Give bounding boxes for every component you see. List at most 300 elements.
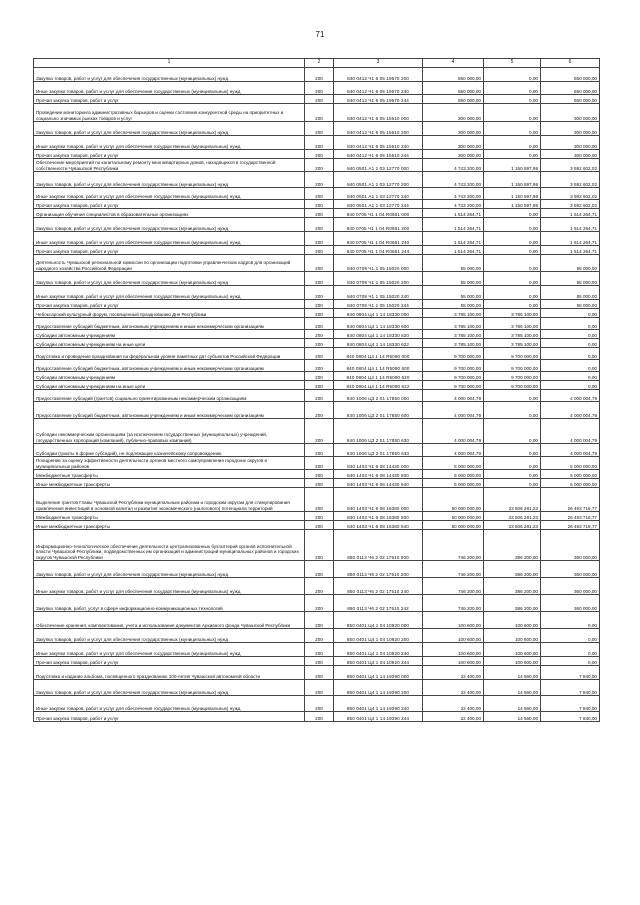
row-value-col4: 9 700 000,00 <box>423 348 484 360</box>
row-value-col5: 1 150 597,98 <box>484 200 541 209</box>
row-name: Субсидии автономным учреждениям на иные цели <box>34 381 305 390</box>
row-value-col4: 1 514 264,71 <box>423 232 484 246</box>
row-classification-code: 840 0501 А1 1 03 12770 000 <box>334 159 423 172</box>
row-name: Субсидии автономным учреждениям <box>34 372 305 381</box>
row-code: 200 <box>305 68 334 82</box>
row-name: Иные закупки товаров, работ и услуг для обеспечения государственных (муниципальных) нужд <box>34 136 305 150</box>
table-row <box>34 188 600 200</box>
row-value-col6: 3 592 602,02 <box>541 172 600 188</box>
table-row <box>34 470 600 479</box>
row-value-col6: 55 000,00 <box>541 255 600 272</box>
row-name: Предоставление субсидий бюджетным, автономным учреждениям и иным некоммерческим организациям <box>34 360 305 372</box>
row-classification-code: 840 1403 Ч1 6 08 14430 540 <box>334 479 423 488</box>
row-name: Закупка товаров, работ и услуг для обеспечения государственных (муниципальных) нужд <box>34 68 305 82</box>
table-row <box>34 657 600 666</box>
row-code: 200 <box>305 348 334 360</box>
column-header: 2 <box>305 59 334 68</box>
row-classification-code: 840 1006 Ц3 2 01 17850 600 <box>334 402 423 419</box>
row-value-col6: 7 840,00 <box>541 712 600 722</box>
table-row <box>34 696 600 712</box>
row-code: 200 <box>305 255 334 272</box>
row-name: Выделение грантов Главы Чувашской Республики муниципальным районам и городским округам для стимулирования привлечения инвестиций в основной капитал и развития экономического (налогового) потенциала территорий <box>34 488 305 512</box>
row-value-col6: 550 000,00 <box>541 95 600 104</box>
table-row <box>34 402 600 419</box>
row-name: Поощрение за оценку эффективности деятельности органов местного самоуправления городских округов и муниципальных районов <box>34 457 305 470</box>
table-row <box>34 530 600 561</box>
row-value-col5: 0,00 <box>484 457 541 470</box>
row-code: 200 <box>305 696 334 712</box>
row-name: Иные закупки товаров, работ и услуг для обеспечения государственных (муниципальных) нужд <box>34 578 305 595</box>
table-row <box>34 512 600 521</box>
row-value-col4: 55 000,00 <box>423 286 484 300</box>
row-value-col4: 1 514 264,71 <box>423 218 484 232</box>
row-value-col6: 26 493 718,77 <box>541 488 600 512</box>
row-name: Деятельность Чувашской региональной комиссии по организации подготовки управленческих кадров для организаций народного хозяйства Российской Федерации <box>34 255 305 272</box>
row-name: Информационно-технологическое обеспечение деятельности централизованных бухгалтерий органов исполнительной власти Чувашской Республики, подведомственных им организаций и администраций муниципальных районов и городских округов Чувашской Республики <box>34 530 305 561</box>
row-value-col6: 300 000,00 <box>541 122 600 136</box>
row-value-col4: 4 000 004,79 <box>423 390 484 402</box>
row-classification-code: 850 0113 Ч6 2 02 17510 200 <box>334 561 423 578</box>
row-name: Предоставление субсидий бюджетным, автономным учреждениям и иным некоммерческим организациям <box>34 318 305 330</box>
row-name: Закупка товаров, работ и услуг для обеспечения государственных (муниципальных) нужд <box>34 629 305 643</box>
row-classification-code: 840 0804 Ц4 1 14 R5090 600 <box>334 360 423 372</box>
row-value-col4: 4 743 200,00 <box>423 172 484 188</box>
row-code: 200 <box>305 390 334 402</box>
row-classification-code: 840 0804 Ц4 1 14 R5090 620 <box>334 372 423 381</box>
row-value-col6: 55 000,00 <box>541 286 600 300</box>
row-value-col4: 300 000,00 <box>423 150 484 159</box>
table-row <box>34 82 600 95</box>
row-value-col5: 1 150 597,98 <box>484 159 541 172</box>
row-value-col6: 26 493 718,77 <box>541 512 600 521</box>
row-name: Закупка товаров, работ и услуг для обеспечения государственных (муниципальных) нужд <box>34 122 305 136</box>
row-value-col4: 9 700 000,00 <box>423 360 484 372</box>
row-value-col4: 4 743 200,00 <box>423 188 484 200</box>
row-classification-code: 840 1006 Ц3 2 01 17850 633 <box>334 444 423 457</box>
row-value-col5: 9 700 000,00 <box>484 381 541 390</box>
row-classification-code: 840 0709 Ч1 1 05 15020 244 <box>334 300 423 309</box>
table-row <box>34 419 600 444</box>
table-row <box>34 479 600 488</box>
row-value-col4: 746 200,00 <box>423 561 484 578</box>
row-value-col5: 0,00 <box>484 272 541 286</box>
row-name: Чебоксарский культурный форум, посвященный празднованию Дня Республики <box>34 309 305 318</box>
row-value-col6: 550 000,00 <box>541 82 600 95</box>
table-row <box>34 309 600 318</box>
row-name: Иные закупки товаров, работ и услуг для обеспечения государственных (муниципальных) нужд <box>34 696 305 712</box>
row-value-col6: 3 592 602,02 <box>541 159 600 172</box>
row-value-col5: 0,00 <box>484 300 541 309</box>
table-row <box>34 209 600 218</box>
row-value-col6: 7 840,00 <box>541 696 600 712</box>
row-value-col6: 3 592 602,02 <box>541 188 600 200</box>
row-value-col4: 50 000 000,00 <box>423 521 484 530</box>
row-value-col4: 1 514 264,71 <box>423 209 484 218</box>
table-row <box>34 390 600 402</box>
row-value-col4: 4 000 004,79 <box>423 419 484 444</box>
row-classification-code: 840 0709 Ч1 1 05 15020 200 <box>334 272 423 286</box>
budget-table <box>33 58 600 722</box>
row-code: 200 <box>305 512 334 521</box>
row-value-col4: 5 000 000,00 <box>423 479 484 488</box>
row-name: Прочая закупка товаров, работ и услуг <box>34 246 305 255</box>
row-value-col5: 14 560,00 <box>484 666 541 680</box>
table-row <box>34 218 600 232</box>
row-value-col6: 26 493 718,77 <box>541 521 600 530</box>
table-row <box>34 104 600 122</box>
row-name: Обеспечение хранения, комплектования, учета и использования документов Архивного фонда Чувашской Республики <box>34 612 305 629</box>
row-name: Прочая закупка товаров, работ и услуг <box>34 300 305 309</box>
row-value-col5: 100 600,00 <box>484 629 541 643</box>
row-classification-code: 840 0804 Ц4 1 14 18330 620 <box>334 330 423 339</box>
row-value-col5: 23 506 281,23 <box>484 521 541 530</box>
row-value-col6: 0,00 <box>541 360 600 372</box>
row-value-col6: 7 840,00 <box>541 666 600 680</box>
row-name: Закупка товаров, работ, услуг в сфере информационно-коммуникационных технологий <box>34 595 305 612</box>
row-value-col6: 0,00 <box>541 330 600 339</box>
row-value-col5: 14 560,00 <box>484 696 541 712</box>
table-row <box>34 372 600 381</box>
row-code: 200 <box>305 666 334 680</box>
row-value-col6: 1 514 264,71 <box>541 218 600 232</box>
row-name: Обеспечение мероприятий по капитальному ремонту многоквартирных домов, находящихся в государственной собственности Чувашской Республики <box>34 159 305 172</box>
row-value-col4: 4 000 004,79 <box>423 444 484 457</box>
column-header: 5 <box>484 59 541 68</box>
row-value-col4: 3 785 100,00 <box>423 318 484 330</box>
table-row <box>34 488 600 512</box>
row-name: Иные межбюджетные трансферты <box>34 521 305 530</box>
row-value-col4: 100 600,00 <box>423 643 484 657</box>
row-name: Прочая закупка товаров, работ и услуг <box>34 95 305 104</box>
row-value-col6: 4 000 004,79 <box>541 419 600 444</box>
row-name: Субсидии некоммерческим организациям (за исключением государственных (муниципальных) учреждений, государственных корпораций (компаний), публично-правовых компаний) <box>34 419 305 444</box>
row-value-col6: 1 514 264,71 <box>541 209 600 218</box>
row-value-col6: 55 000,00 <box>541 300 600 309</box>
row-name: Субсидии (гранты в форме субсидий), не подлежащие казначейскому сопровождению <box>34 444 305 457</box>
row-value-col5: 0,00 <box>484 402 541 419</box>
row-classification-code: 850 0401 Ц4 1 04 10920 244 <box>334 657 423 666</box>
row-classification-code: 840 0412 Ч1 6 05 15510 244 <box>334 150 423 159</box>
table-row <box>34 612 600 629</box>
table-row <box>34 122 600 136</box>
row-classification-code: 850 0113 Ч6 2 02 17510 242 <box>334 595 423 612</box>
row-code: 200 <box>305 530 334 561</box>
row-value-col4: 4 000 004,79 <box>423 402 484 419</box>
row-classification-code: 840 0705 Ч1 1 04 R0661 000 <box>334 209 423 218</box>
row-code: 200 <box>305 188 334 200</box>
row-value-col6: 0,00 <box>541 612 600 629</box>
row-classification-code: 840 1403 Ч1 6 08 14430 000 <box>334 457 423 470</box>
row-value-col4: 550 000,00 <box>423 95 484 104</box>
row-code: 200 <box>305 318 334 330</box>
row-name: Предоставление субсидий бюджетным, автономным учреждениям и иным некоммерческим организациям <box>34 402 305 419</box>
row-value-col6: 0,00 <box>541 629 600 643</box>
table-row <box>34 172 600 188</box>
row-classification-code: 840 0705 Ч1 1 04 R0661 200 <box>334 218 423 232</box>
row-value-col6: 360 000,00 <box>541 595 600 612</box>
row-value-col6: 0,00 <box>541 643 600 657</box>
row-classification-code: 840 0804 Ц4 1 14 R5090 622 <box>334 381 423 390</box>
table-row <box>34 95 600 104</box>
row-value-col6: 0,00 <box>541 348 600 360</box>
row-code: 200 <box>305 521 334 530</box>
table-row <box>34 200 600 209</box>
row-value-col6: 4 000 004,79 <box>541 390 600 402</box>
row-value-col6: 1 514 264,71 <box>541 246 600 255</box>
row-code: 200 <box>305 95 334 104</box>
row-value-col5: 9 700 000,00 <box>484 360 541 372</box>
table-row <box>34 444 600 457</box>
table-row <box>34 255 600 272</box>
row-value-col5: 100 600,00 <box>484 643 541 657</box>
row-value-col5: 386 200,00 <box>484 578 541 595</box>
row-value-col6: 0,00 <box>541 339 600 348</box>
row-value-col5: 0,00 <box>484 390 541 402</box>
row-value-col6: 550 000,00 <box>541 68 600 82</box>
row-code: 200 <box>305 680 334 696</box>
row-value-col4: 3 785 100,00 <box>423 339 484 348</box>
row-name: Подготовка и издание альбома, посвященного празднованию 100-летия Чувашской автономной области <box>34 666 305 680</box>
row-value-col5: 3 785 100,00 <box>484 318 541 330</box>
table-row <box>34 232 600 246</box>
row-code: 200 <box>305 218 334 232</box>
row-value-col5: 0,00 <box>484 444 541 457</box>
row-value-col4: 746 200,00 <box>423 578 484 595</box>
row-value-col6: 360 000,00 <box>541 561 600 578</box>
row-name: Закупка товаров, работ и услуг для обеспечения государственных (муниципальных) нужд <box>34 680 305 696</box>
row-value-col6: 360 000,00 <box>541 578 600 595</box>
row-value-col4: 746 200,00 <box>423 595 484 612</box>
row-value-col5: 0,00 <box>484 286 541 300</box>
row-name: Прочая закупка товаров, работ и услуг <box>34 657 305 666</box>
row-value-col6: 300 000,00 <box>541 136 600 150</box>
row-value-col4: 22 400,00 <box>423 680 484 696</box>
row-value-col5: 0,00 <box>484 122 541 136</box>
table-row <box>34 360 600 372</box>
table-row <box>34 712 600 722</box>
row-name: Межбюджетные трансферты <box>34 512 305 521</box>
row-value-col5: 0,00 <box>484 104 541 122</box>
row-value-col5: 9 700 000,00 <box>484 372 541 381</box>
row-value-col6: 0,00 <box>541 318 600 330</box>
row-value-col4: 100 600,00 <box>423 657 484 666</box>
row-code: 200 <box>305 122 334 136</box>
row-code: 200 <box>305 657 334 666</box>
row-value-col4: 55 000,00 <box>423 300 484 309</box>
row-value-col4: 4 743 200,00 <box>423 159 484 172</box>
row-value-col6: 5 000 000,00 <box>541 470 600 479</box>
row-classification-code: 850 0401 Ц4 1 04 10920 240 <box>334 643 423 657</box>
row-classification-code: 840 0501 А1 1 03 12770 244 <box>334 200 423 209</box>
row-code: 200 <box>305 402 334 419</box>
row-classification-code: 850 0401 Ц4 1 04 10920 000 <box>334 612 423 629</box>
row-classification-code: 840 0804 Ц4 1 14 R5090 000 <box>334 348 423 360</box>
row-value-col4: 9 700 000,00 <box>423 372 484 381</box>
row-value-col5: 0,00 <box>484 68 541 82</box>
table-row <box>34 578 600 595</box>
row-classification-code: 840 0412 Ч1 6 05 19570 200 <box>334 68 423 82</box>
row-value-col5: 3 785 100,00 <box>484 339 541 348</box>
row-classification-code: 840 0412 Ч1 6 05 19570 244 <box>334 95 423 104</box>
row-name: Закупка товаров, работ и услуг для обеспечения государственных (муниципальных) нужд <box>34 561 305 578</box>
row-name: Подготовка и проведение празднования на федеральном уровне памятных дат субъектов Российской Федерации <box>34 348 305 360</box>
row-code: 200 <box>305 339 334 348</box>
row-value-col4: 100 600,00 <box>423 612 484 629</box>
row-code: 200 <box>305 272 334 286</box>
row-name: Организация обучения специалистов в образовательных организациях <box>34 209 305 218</box>
row-classification-code: 840 0412 Ч1 6 05 15510 000 <box>334 104 423 122</box>
row-value-col6: 55 000,00 <box>541 272 600 286</box>
table-row <box>34 318 600 330</box>
row-value-col4: 3 785 100,00 <box>423 309 484 318</box>
row-value-col5: 0,00 <box>484 218 541 232</box>
row-code: 200 <box>305 246 334 255</box>
row-value-col6: 300 000,00 <box>541 104 600 122</box>
table-row <box>34 629 600 643</box>
row-value-col5: 100 600,00 <box>484 612 541 629</box>
row-code: 200 <box>305 612 334 629</box>
row-name: Иные закупки товаров, работ и услуг для обеспечения государственных (муниципальных) нужд <box>34 286 305 300</box>
row-classification-code: 840 0705 Ч1 1 04 R0661 244 <box>334 246 423 255</box>
table-row <box>34 680 600 696</box>
row-name: Иные закупки товаров, работ и услуг для обеспечения государственных (муниципальных) нужд <box>34 188 305 200</box>
row-value-col5: 0,00 <box>484 150 541 159</box>
table-row <box>34 330 600 339</box>
row-value-col4: 5 000 000,00 <box>423 470 484 479</box>
table-row <box>34 246 600 255</box>
row-value-col5: 0,00 <box>484 255 541 272</box>
row-value-col4: 300 000,00 <box>423 104 484 122</box>
row-value-col5: 0,00 <box>484 470 541 479</box>
row-classification-code: 850 0401 Ц4 1 04 10920 200 <box>334 629 423 643</box>
row-value-col5: 386 200,00 <box>484 561 541 578</box>
row-classification-code: 850 0401 Ц4 1 14 19390 240 <box>334 696 423 712</box>
row-name: Межбюджетные трансферты <box>34 470 305 479</box>
row-classification-code: 840 1006 Ц3 2 01 17850 000 <box>334 390 423 402</box>
row-value-col6: 7 840,00 <box>541 680 600 696</box>
table-row <box>34 159 600 172</box>
row-value-col4: 550 000,00 <box>423 68 484 82</box>
row-value-col4: 22 400,00 <box>423 666 484 680</box>
row-classification-code: 840 0804 Ц4 1 14 18330 622 <box>334 339 423 348</box>
row-classification-code: 850 0401 Ц4 1 14 19390 200 <box>334 680 423 696</box>
column-header: 1 <box>34 59 305 68</box>
row-classification-code: 840 0412 Ч1 6 05 19570 240 <box>334 82 423 95</box>
table-row <box>34 521 600 530</box>
row-value-col6: 0,00 <box>541 381 600 390</box>
row-classification-code: 840 0804 Ц4 1 14 18330 600 <box>334 318 423 330</box>
row-value-col4: 300 000,00 <box>423 136 484 150</box>
row-value-col5: 0,00 <box>484 246 541 255</box>
row-code: 200 <box>305 629 334 643</box>
row-classification-code: 840 0412 Ч1 6 05 15510 200 <box>334 122 423 136</box>
row-value-col5: 100 600,00 <box>484 657 541 666</box>
row-name: Иные закупки товаров, работ и услуг для обеспечения государственных (муниципальных) нужд <box>34 82 305 95</box>
row-name: Субсидии автономным учреждениям на иные цели <box>34 339 305 348</box>
row-code: 200 <box>305 712 334 722</box>
row-value-col6: 0,00 <box>541 372 600 381</box>
row-classification-code: 840 0501 А1 1 03 12770 200 <box>334 172 423 188</box>
row-value-col5: 386 200,00 <box>484 530 541 561</box>
table-row <box>34 595 600 612</box>
table-row <box>34 300 600 309</box>
row-value-col4: 22 400,00 <box>423 712 484 722</box>
row-code: 200 <box>305 444 334 457</box>
row-value-col6: 0,00 <box>541 657 600 666</box>
table-row <box>34 348 600 360</box>
row-code: 200 <box>305 232 334 246</box>
row-code: 200 <box>305 309 334 318</box>
column-header: 6 <box>541 59 600 68</box>
row-code: 200 <box>305 300 334 309</box>
row-value-col6: 360 000,00 <box>541 530 600 561</box>
row-classification-code: 840 0705 Ч1 1 04 R0661 240 <box>334 232 423 246</box>
row-classification-code: 850 0113 Ч6 2 02 17510 240 <box>334 578 423 595</box>
row-value-col5: 3 785 100,00 <box>484 309 541 318</box>
row-classification-code: 850 0113 Ч6 2 02 17510 000 <box>334 530 423 561</box>
row-name: Закупка товаров, работ и услуг для обеспечения государственных (муниципальных) нужд <box>34 218 305 232</box>
row-value-col4: 55 000,00 <box>423 255 484 272</box>
row-name: Прочая закупка товаров, работ и услуг <box>34 150 305 159</box>
row-code: 200 <box>305 578 334 595</box>
row-name: Закупка товаров, работ и услуг для обеспечения государственных (муниципальных) нужд <box>34 272 305 286</box>
row-classification-code: 840 1403 Ч1 6 08 16380 000 <box>334 488 423 512</box>
row-code: 200 <box>305 82 334 95</box>
column-header: 4 <box>423 59 484 68</box>
row-value-col5: 0,00 <box>484 136 541 150</box>
row-classification-code: 840 1006 Ц3 2 01 17850 630 <box>334 419 423 444</box>
row-name: Прочая закупка товаров, работ и услуг <box>34 200 305 209</box>
table-row <box>34 272 600 286</box>
row-code: 200 <box>305 286 334 300</box>
row-name: Субсидии автономным учреждениям <box>34 330 305 339</box>
row-value-col6: 4 000 004,79 <box>541 444 600 457</box>
row-code: 200 <box>305 561 334 578</box>
row-code: 200 <box>305 172 334 188</box>
row-value-col6: 0,00 <box>541 309 600 318</box>
table-header-row <box>34 59 600 68</box>
row-classification-code: 840 0501 А1 1 03 12770 240 <box>334 188 423 200</box>
row-code: 200 <box>305 372 334 381</box>
row-value-col5: 0,00 <box>484 82 541 95</box>
row-value-col4: 22 400,00 <box>423 696 484 712</box>
row-value-col5: 14 560,00 <box>484 680 541 696</box>
row-value-col5: 386 200,00 <box>484 595 541 612</box>
row-name: Предоставление субсидий (грантов) социально ориентированным некоммерческим организациям <box>34 390 305 402</box>
row-code: 200 <box>305 643 334 657</box>
row-code: 200 <box>305 209 334 218</box>
row-value-col5: 0,00 <box>484 479 541 488</box>
row-value-col4: 9 700 000,00 <box>423 381 484 390</box>
row-value-col4: 3 785 100,00 <box>423 330 484 339</box>
table-row <box>34 339 600 348</box>
row-code: 200 <box>305 150 334 159</box>
row-classification-code: 840 1403 Ч1 6 08 16380 500 <box>334 512 423 521</box>
row-name: Закупка товаров, работ и услуг для обеспечения государственных (муниципальных) нужд <box>34 172 305 188</box>
row-value-col4: 4 743 200,00 <box>423 200 484 209</box>
row-code: 200 <box>305 360 334 372</box>
row-value-col5: 14 560,00 <box>484 712 541 722</box>
row-value-col5: 23 506 281,23 <box>484 512 541 521</box>
row-name: Прочая закупка товаров, работ и услуг <box>34 712 305 722</box>
row-classification-code: 840 0709 Ч1 1 05 15020 000 <box>334 255 423 272</box>
table-row <box>34 150 600 159</box>
table-row <box>34 666 600 680</box>
row-name: Иные закупки товаров, работ и услуг для обеспечения государственных (муниципальных) нужд <box>34 232 305 246</box>
row-value-col6: 3 592 602,02 <box>541 200 600 209</box>
table-row <box>34 457 600 470</box>
table-row <box>34 643 600 657</box>
